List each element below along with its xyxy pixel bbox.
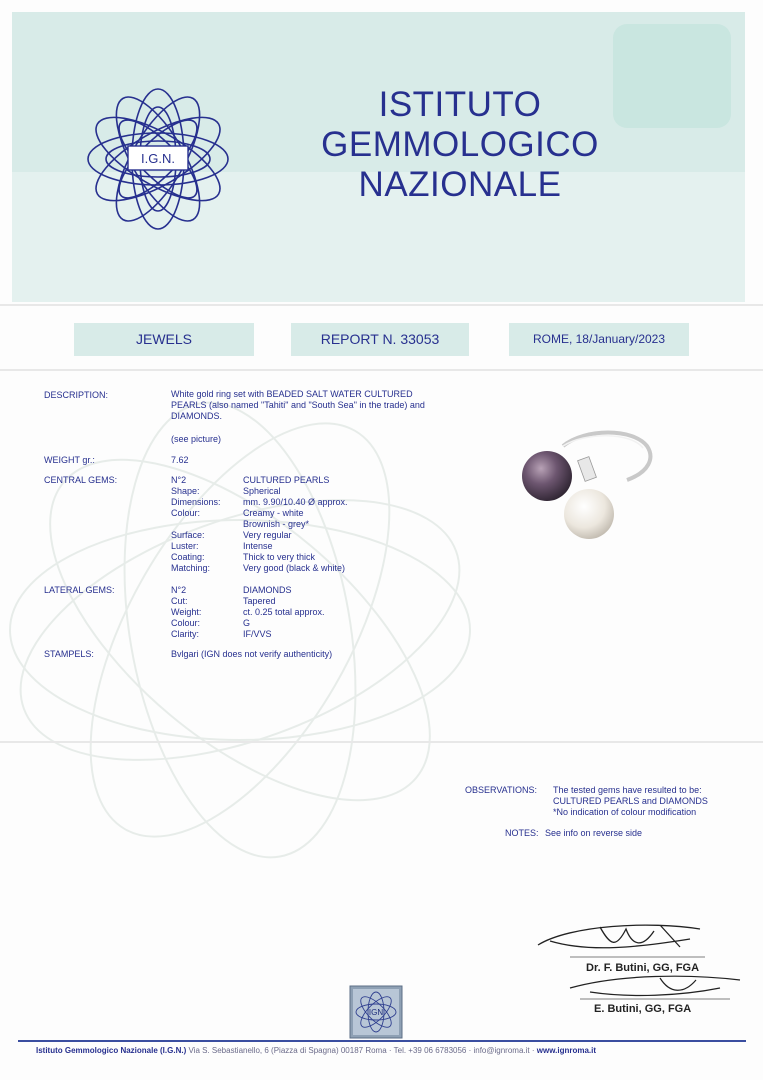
lateral-value: G	[243, 618, 251, 628]
central-gems-count: N°2	[171, 475, 187, 485]
fold-line	[0, 741, 763, 743]
see-picture-note: (see picture)	[171, 434, 222, 444]
central-gems-type: CULTURED PEARLS	[243, 475, 330, 485]
lateral-value: Tapered	[243, 596, 276, 606]
footer-website[interactable]: www.ignroma.it	[536, 1046, 597, 1055]
stampels-label: STAMPELS:	[44, 649, 94, 659]
description-label: DESCRIPTION:	[44, 390, 109, 400]
corner-stamp-area	[613, 24, 731, 128]
report-number-tab: REPORT N. 33053	[291, 323, 469, 356]
lateral-key: Clarity:	[171, 629, 200, 639]
central-value: mm. 9.90/10.40 Ø approx.	[243, 497, 348, 507]
title-line-1: ISTITUTO	[378, 85, 542, 124]
central-key: Coating:	[171, 552, 205, 562]
central-gems-label: CENTRAL GEMS:	[44, 475, 118, 485]
fold-line	[0, 369, 763, 371]
signatory-name-2: E. Butini, GG, FGA	[594, 1003, 692, 1015]
title-line-3: NAZIONALE	[358, 165, 562, 204]
central-value: Brownish - grey*	[243, 519, 310, 529]
central-key: Matching:	[171, 563, 211, 573]
lateral-value: ct. 0.25 total approx.	[243, 607, 325, 617]
central-key: Luster:	[171, 541, 199, 551]
central-key: Dimensions:	[171, 497, 221, 507]
lateral-gems-count: N°2	[171, 585, 187, 595]
fold-line	[0, 304, 763, 306]
observations-line: CULTURED PEARLS and DIAMONDS	[553, 796, 708, 806]
central-value: Spherical	[243, 486, 281, 496]
central-value: Very regular	[243, 530, 292, 540]
seal-text: IGN	[368, 1008, 384, 1017]
lateral-gems-label: LATERAL GEMS:	[44, 585, 115, 595]
central-value: Intense	[243, 541, 273, 551]
central-key: Colour:	[171, 508, 201, 518]
central-value: Very good (black & white)	[243, 563, 346, 573]
stampels-value: Bvlgari (IGN does not verify authenticity)	[171, 649, 333, 659]
central-key: Surface:	[171, 530, 205, 540]
footer-org: Istituto Gemmologico Nazionale (I.G.N.)	[36, 1046, 187, 1055]
notes-label: NOTES:	[505, 828, 539, 838]
footer-rule	[18, 1040, 746, 1042]
central-value: Thick to very thick	[243, 552, 316, 562]
signature-1	[530, 915, 710, 960]
lateral-value: IF/VVS	[243, 629, 272, 639]
category-tab: JEWELS	[74, 323, 254, 356]
observations-label: OBSERVATIONS:	[465, 785, 538, 795]
lateral-gems-type: DIAMONDS	[243, 585, 292, 595]
footer	[36, 1046, 596, 1055]
description-text: White gold ring set with BEADED SALT WATER CULTURED PEARLS (also named "Tahiti" and "South Sea" in the trade) and DIAMONDS.	[171, 389, 425, 421]
central-key: Shape:	[171, 486, 200, 496]
observations-line: The tested gems have resulted to be:	[553, 785, 702, 795]
lateral-key: Colour:	[171, 618, 201, 628]
central-value: Creamy - white	[243, 508, 304, 518]
place-date-tab: ROME, 18/January/2023	[509, 323, 689, 356]
title-line-2: GEMMOLOGICO	[321, 125, 599, 164]
signatory-name-1: Dr. F. Butini, GG, FGA	[586, 962, 700, 974]
footer-address: Via S. Sebastianello, 6 (Piazza di Spagna) 00187 Roma · Tel. +39 06 6783056 · info@ignroma.it ·	[188, 1046, 535, 1055]
weight-value: 7.62	[171, 455, 189, 465]
lateral-key: Cut:	[171, 596, 188, 606]
observations-line: *No indication of colour modification	[553, 807, 697, 817]
ring-photo	[515, 424, 665, 544]
institute-title	[300, 85, 620, 205]
notes-value: See info on reverse side	[545, 828, 643, 838]
hologram-seal	[349, 985, 403, 1039]
signature-2	[560, 972, 750, 1002]
ign-logo	[78, 86, 238, 232]
weight-label: WEIGHT gr.:	[44, 455, 95, 465]
lateral-key: Weight:	[171, 607, 202, 617]
logo-text: I.G.N.	[141, 151, 175, 166]
